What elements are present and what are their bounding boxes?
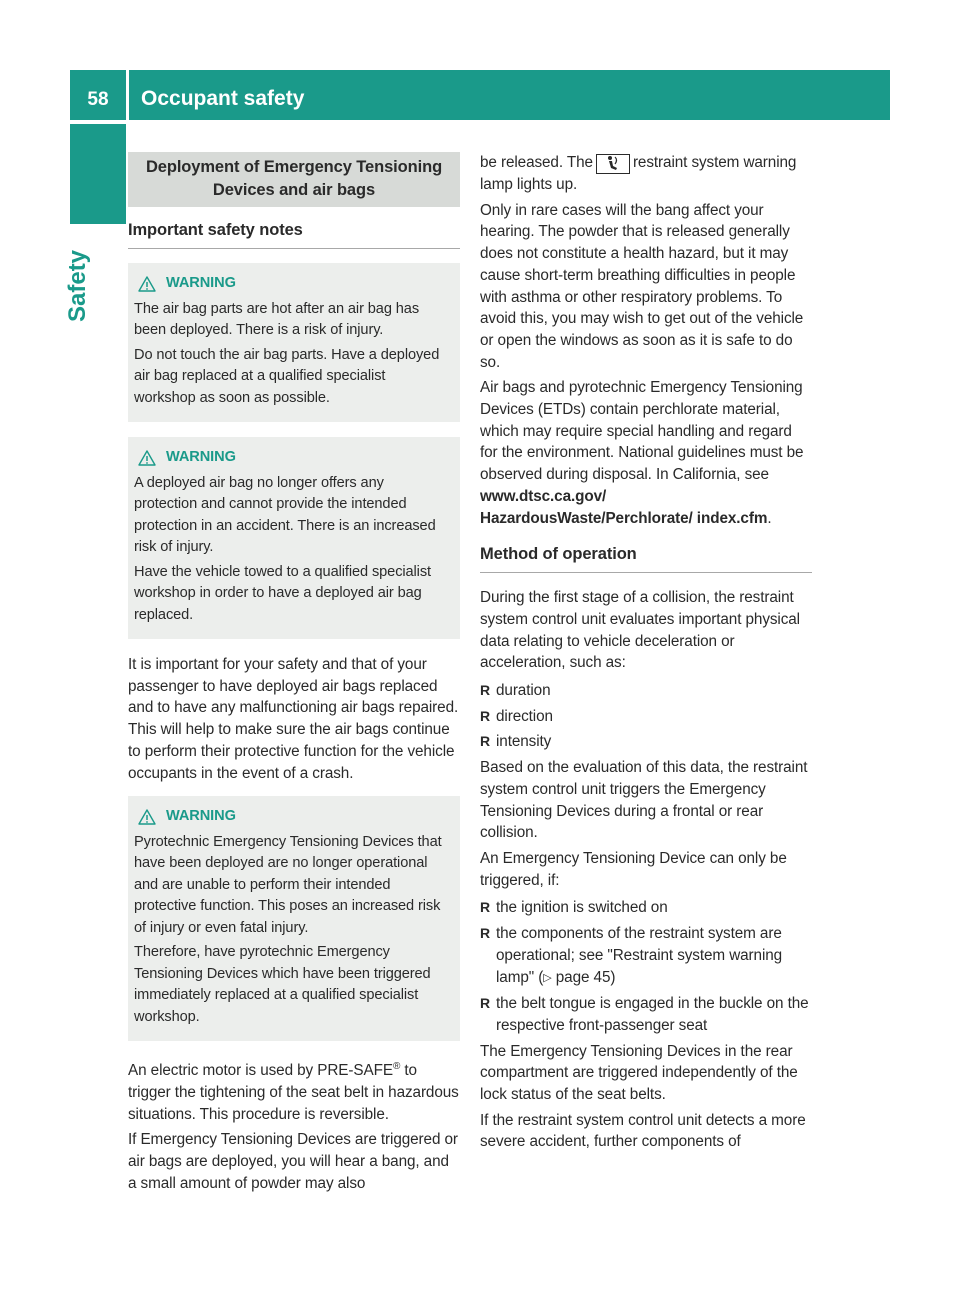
subheading-method: Method of operation: [480, 543, 812, 573]
body-paragraph: [128, 1056, 460, 1125]
list-item-text: direction: [496, 707, 553, 725]
pre-safe-text-rest: to trigger the tightening of the seat belt in hazardous situations. This procedure is reversible.: [128, 1062, 459, 1123]
section-title: Deployment of Emergency Tensioning Devices and air bags: [128, 152, 460, 207]
warning-box: [128, 796, 460, 1041]
list-item: [480, 923, 812, 989]
bullet-mark: R: [480, 899, 491, 916]
body-paragraph: If the restraint system control unit detects a more severe accident, further components of: [480, 1111, 806, 1151]
warning-text: The air bag parts are hot after an air bag has been deployed. There is a risk of injury.: [134, 300, 420, 338]
restraint-system-warning-icon: [596, 154, 630, 174]
pre-safe-text: An electric motor is used by PRE-SAFE: [128, 1062, 393, 1080]
body-paragraph: [480, 377, 812, 529]
page-reference-link[interactable]: page 45): [555, 968, 616, 986]
page-ref-arrow-icon: ▷: [543, 971, 552, 984]
warning-text: Have the vehicle towed to a qualified specialist workshop in order to have a deployed air bag replaced.: [134, 563, 431, 623]
body-paragraph: If Emergency Tensioning Devices are triggered or air bags are deployed, you will hear a bang, and a small amount of powder may also: [128, 1131, 458, 1192]
released-text: be released. The: [480, 154, 593, 171]
warning-triangle-icon: [138, 450, 156, 466]
list-item: [480, 897, 812, 919]
perchlorate-text: Air bags and pyrotechnic Emergency Tensioning Devices (ETDs) contain perchlorate material, which may require special handling and regard for the environment. National guidelines must be observed during disposal. In California, see: [480, 379, 804, 484]
warning-text: A deployed air bag no longer offers any protection and cannot provide the intended protection in an accident. There is an increased risk of injury.: [134, 474, 436, 555]
bullet-mark: R: [480, 733, 491, 750]
registered-mark: ®: [392, 1061, 401, 1073]
bullet-mark: R: [480, 707, 491, 724]
perchlorate-end: .: [767, 509, 772, 527]
warning-label: WARNING: [166, 808, 236, 825]
warning-box: [128, 263, 460, 422]
list-item: [480, 731, 812, 753]
warning-header: [134, 447, 450, 469]
list-item: [480, 680, 812, 702]
body-paragraph: It is important for your safety and that of your passenger to have deployed air bags replaced and to have any malfunctioning air bags repaired. This will help to make sure the air bags continue to perform their protective function for the vehicle occupants in the event of a crash.: [128, 656, 459, 782]
page-title: Occupant safety: [129, 70, 890, 120]
list-item-text: duration: [496, 682, 551, 700]
section-tab: [70, 124, 126, 224]
warning-label: WARNING: [166, 449, 236, 465]
warning-triangle-icon: [138, 809, 156, 825]
body-paragraph: During the first stage of a collision, the restraint system control unit evaluates important physical data relating to vehicle deceleration or acceleration, such as:: [480, 589, 800, 672]
warning-triangle-icon: [138, 276, 156, 292]
left-column: [128, 152, 460, 1199]
bullet-list: [480, 680, 812, 753]
list-item: [480, 706, 812, 728]
section-side-label: Safety: [64, 249, 91, 322]
page-number: 58: [70, 70, 126, 120]
bullet-mark: R: [480, 995, 491, 1012]
list-item-text: intensity: [496, 733, 552, 751]
warning-text: Therefore, have pyrotechnic Emergency Tensioning Devices which have been triggered immediately replaced at a qualified specialist workshop.: [134, 944, 431, 1025]
bullet-mark: R: [480, 682, 491, 699]
list-item: [480, 993, 812, 1036]
warning-label: WARNING: [166, 275, 236, 291]
right-column: [480, 152, 812, 1157]
body-paragraph: Only in rare cases will the bang affect your hearing. The powder that is released generally does not constitute a health hazard, but it may cause short-term breathing difficulties in people with asthma or other respiratory problems. To avoid this, you may wish to get out of the vehicle or open the windows as soon as it is safe to do so.: [480, 201, 804, 371]
list-item-text: the components of the restraint system are operational; see "Restraint system warning lamp" (: [496, 925, 783, 986]
released-text-rest: restraint system warning lamp lights up.: [480, 154, 797, 193]
warning-text: Pyrotechnic Emergency Tensioning Devices that have been deployed are no longer operational and are unable to perform their intended protective function. This poses an increased risk of injury or even fatal injury.: [134, 833, 442, 936]
bullet-list: [480, 897, 812, 1036]
warning-box: [128, 437, 460, 639]
body-paragraph: The Emergency Tensioning Devices in the rear compartment are triggered independently of the lock status of the seat belts.: [480, 1042, 798, 1104]
subheading-safety-notes: Important safety notes: [128, 219, 460, 249]
body-paragraph: Based on the evaluation of this data, the restraint system control unit triggers the Emergency Tensioning Devices during a frontal or rear collision.: [480, 759, 808, 842]
warning-text: Do not touch the air bag parts. Have a deployed air bag replaced at a qualified specialist workshop as soon as possible.: [134, 346, 440, 406]
list-item-text: the belt tongue is engaged in the buckle on the respective front-passenger seat: [496, 995, 809, 1034]
list-item-text: the ignition is switched on: [496, 899, 668, 917]
bullet-mark: R: [480, 925, 491, 942]
page-header: [70, 70, 890, 120]
body-paragraph: [480, 152, 812, 196]
body-paragraph: An Emergency Tensioning Device can only be triggered, if:: [480, 849, 787, 889]
warning-header: [134, 273, 450, 295]
warning-header: [134, 806, 450, 828]
perchlorate-link[interactable]: www.dtsc.ca.gov/ HazardousWaste/Perchlorate/ index.cfm: [480, 487, 768, 527]
